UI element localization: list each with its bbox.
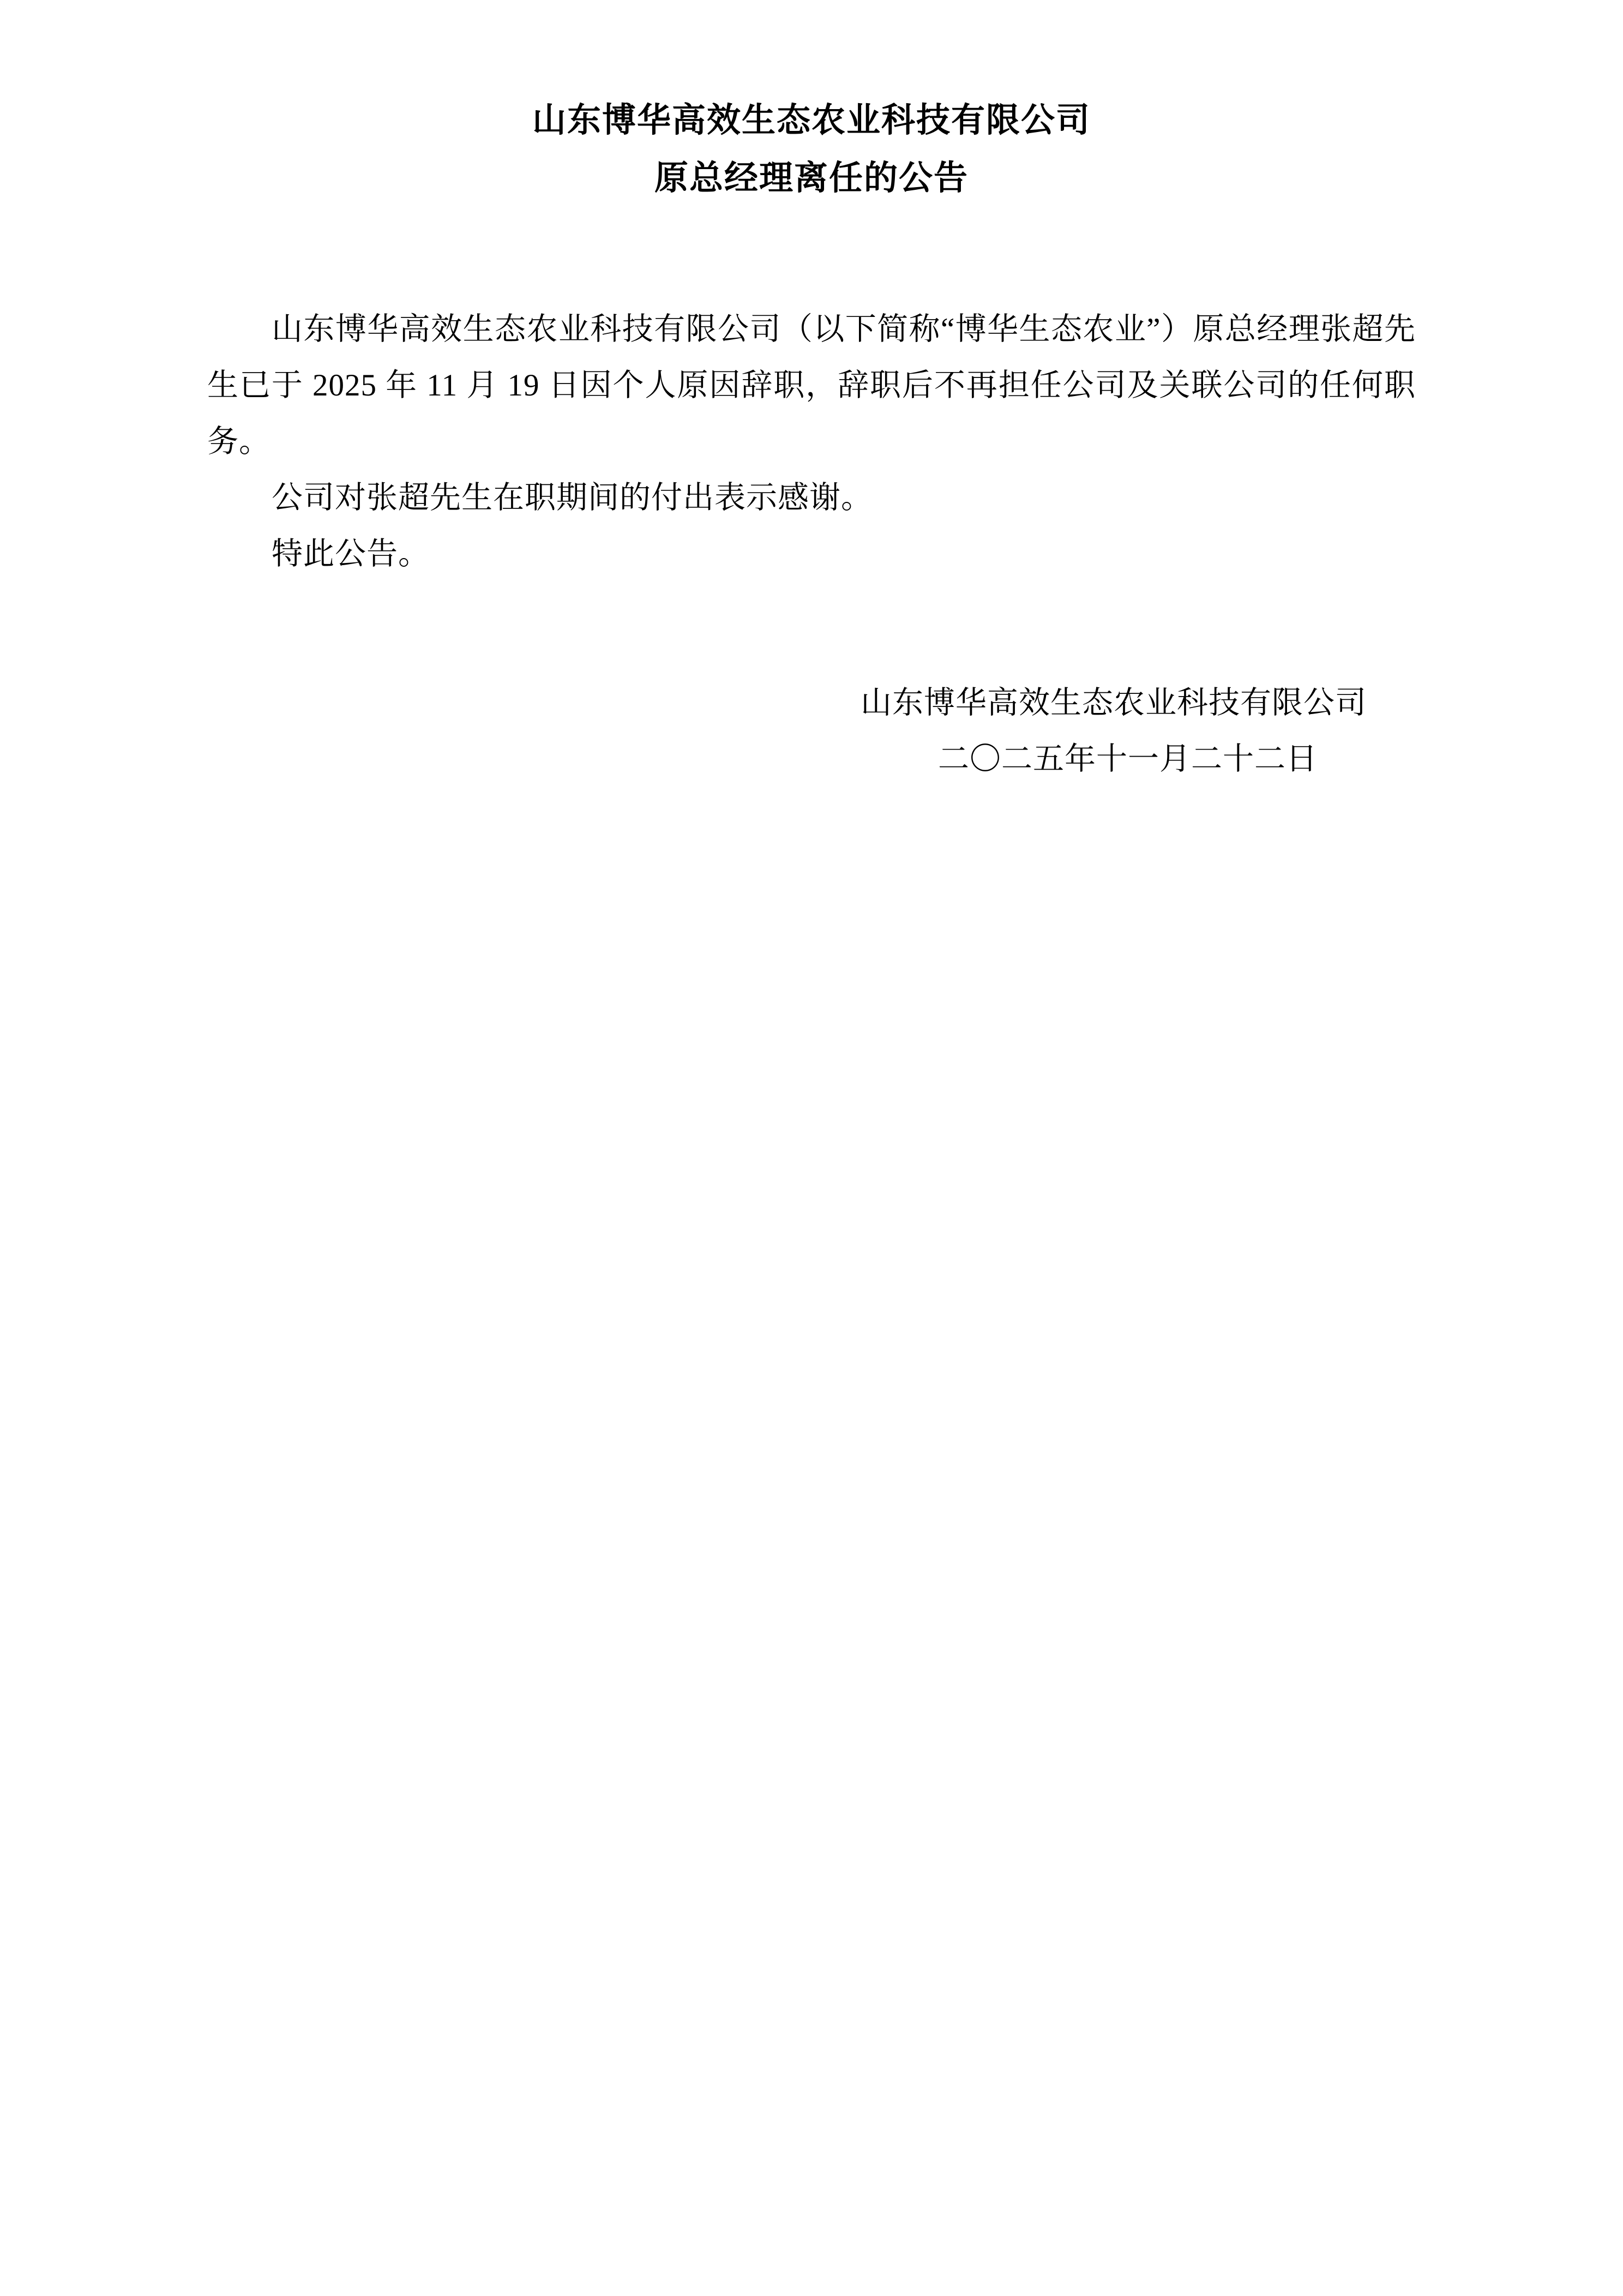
signature-spacer: [207, 582, 1416, 675]
paragraph-3: 特此公告。: [272, 537, 430, 571]
paragraph-1: 山东博华高效生态农业科技有限公司（以下简称“博华生态农业”）原总经理张超先生已于 2025 年 11 月 19 日因个人原因辞职，辞职后不再担任公司及关联公司的任何职务。: [207, 312, 1416, 459]
signature-company: 山东博华高效生态农业科技有限公司: [861, 686, 1367, 720]
document-body: [207, 301, 1416, 582]
signature-block: [207, 675, 1416, 787]
title-line-2: 原总经理离任的公告: [654, 160, 969, 197]
page-title: [207, 104, 1416, 195]
paragraph-2: 公司对张超先生在职期间的付出表示感谢。: [272, 481, 873, 515]
title-line-1: 山东博华高效生态农业科技有限公司: [532, 102, 1091, 139]
signature-date: 二〇二五年十一月二十二日: [938, 742, 1318, 776]
title-spacer: [207, 219, 1416, 301]
